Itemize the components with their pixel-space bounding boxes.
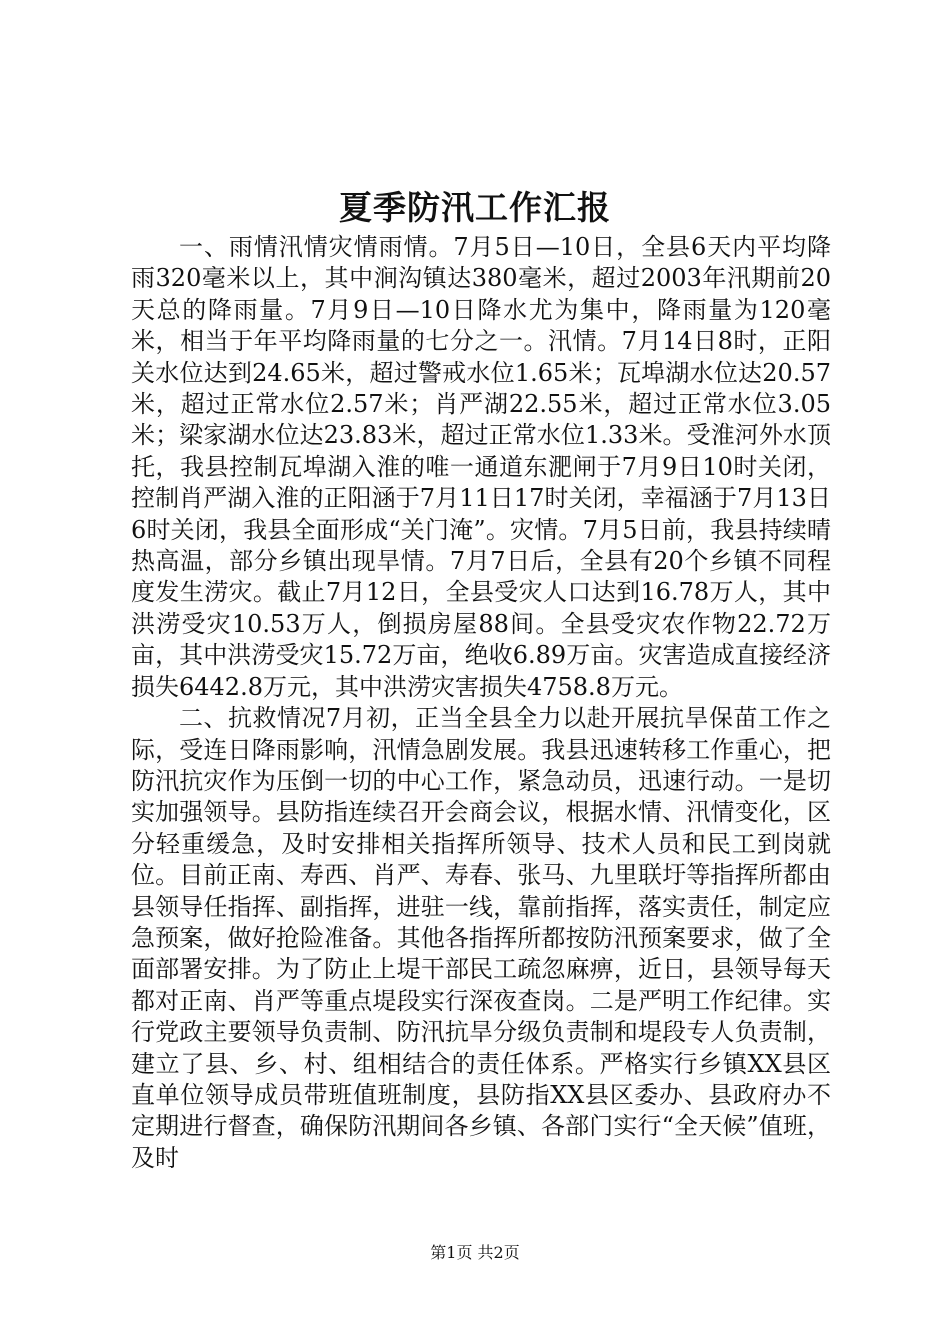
paragraph-rain-flood-disaster: 一、雨情汛情灾情雨情。7月5日—10日，全县6天内平均降雨320毫米以上，其中涧沟镇达380毫米，超过2003年汛期前20天总的降雨量。7月9日—10日降水尤为集中，降雨量为120毫米，相当于年平均降雨量的七分之一。汛情。7月14日8时，正阳关水位达到24.65米，超过警戒水位1.65米；瓦埠湖水位达20.57米，超过正常水位2.57米；肖严湖22.55米，超过正常水位3.05米；梁家湖水位达23.83米，超过正常水位1.33米。受淮河外水顶托，我县控制瓦埠湖入淮的唯一通道东淝闸于7月9日10时关闭，控制肖严湖入淮的正阳涵于7月11日17时关闭，幸福涵于7月13日6时关闭，我县全面形成“关门淹”。灾情。7月5日前，我县持续晴热高温，部分乡镇出现旱情。7月7日后，全县有20个乡镇不同程度发生涝灾。截止7月12日，全县受灾人口达到16.78万人，其中洪涝受灾10.53万人，倒损房屋88间。全县受灾农作物22.72万亩，其中洪涝受灾15.72万亩，绝收6.89万亩。灾害造成直接经济损失6442.8万元，其中洪涝灾害损失4758.8万元。 [131, 233, 831, 701]
paragraph-rescue-situation: 二、抗救情况7月初，正当全县全力以赴开展抗旱保苗工作之际，受连日降雨影响，汛情急剧发展。我县迅速转移工作重心，把防汛抗灾作为压倒一切的中心工作，紧急动员，迅速行动。一是切实加强领导。县防指连续召开会商会议，根据水情、汛情变化，区分轻重缓急，及时安排相关指挥所领导、技术人员和民工到岗就位。目前正南、寿西、肖严、寿春、张马、九里联圩等指挥所都由县领导任指挥、副指挥，进驻一线，靠前指挥，落实责任，制定应急预案，做好抢险准备。其他各指挥所都按防汛预案要求，做了全面部署安排。为了防止上堤干部民工疏忽麻痹，近日，县领导每天都对正南、肖严等重点堤段实行深夜查岗。二是严明工作纪律。实行党政主要领导负责制、防汛抗旱分级负责制和堤段专人负责制，建立了县、乡、村、组相结合的责任体系。严格实行乡镇XX县区直单位领导成员带班值班制度，县防指XX县区委办、县政府办不定期进行督查，确保防汛期间各乡镇、各部门实行“全天候”值班，及时 [131, 704, 831, 1172]
page-footer: 第1页 共2页 [430, 1243, 520, 1262]
document-body [131, 232, 831, 1174]
document-title: 夏季防汛工作汇报 [339, 188, 611, 227]
